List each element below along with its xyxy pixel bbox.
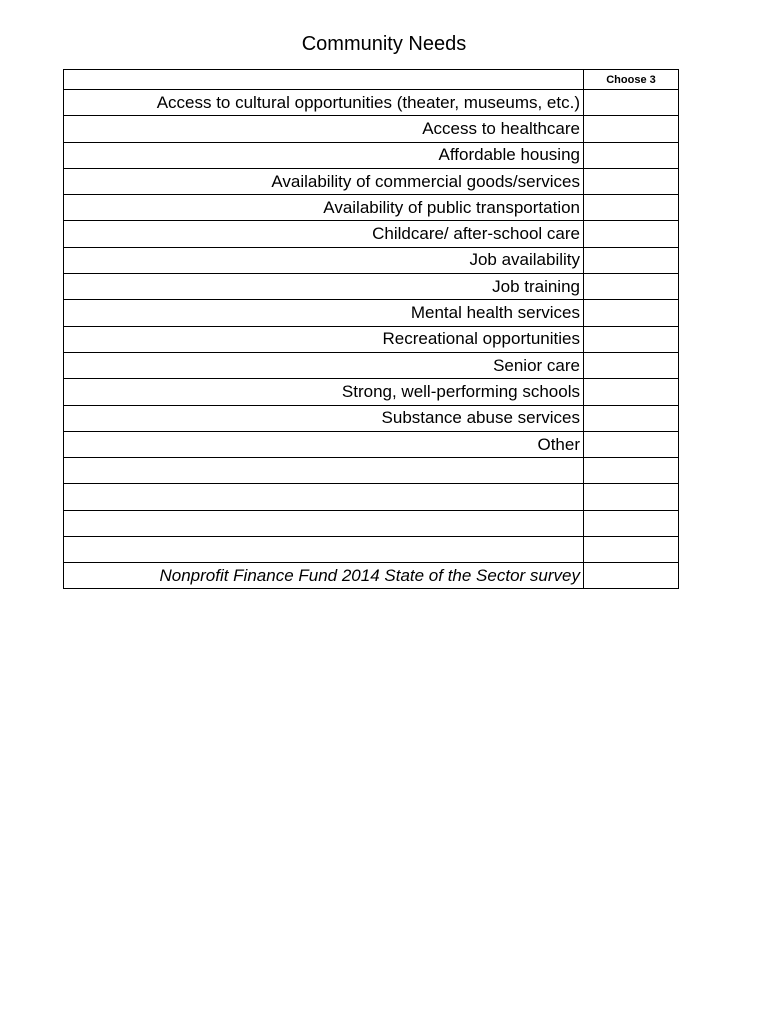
table-row xyxy=(64,405,679,431)
header-label-cell xyxy=(64,70,584,90)
need-label-cell: Senior care xyxy=(64,352,584,378)
table-row xyxy=(64,300,679,326)
table-row xyxy=(64,431,679,457)
table-row xyxy=(64,326,679,352)
choice-cell[interactable] xyxy=(584,352,679,378)
choice-cell[interactable] xyxy=(584,326,679,352)
choice-cell[interactable] xyxy=(584,168,679,194)
choose-3-header: Choose 3 xyxy=(584,70,679,90)
table-row xyxy=(64,116,679,142)
choice-cell[interactable] xyxy=(584,563,679,589)
need-label-cell: Access to cultural opportunities (theater, museums, etc.) xyxy=(64,90,584,116)
need-label-cell: Childcare/ after-school care xyxy=(64,221,584,247)
table-row xyxy=(64,168,679,194)
table-row xyxy=(64,142,679,168)
source-note-row xyxy=(64,563,679,589)
need-label-cell: Strong, well-performing schools xyxy=(64,379,584,405)
need-label-cell: Substance abuse services xyxy=(64,405,584,431)
table-header-row xyxy=(64,70,679,90)
page-title: Community Needs xyxy=(301,33,467,55)
choice-cell[interactable] xyxy=(584,274,679,300)
choice-cell[interactable] xyxy=(584,90,679,116)
choice-cell[interactable] xyxy=(584,300,679,326)
choice-cell[interactable] xyxy=(584,484,679,510)
table-row xyxy=(64,274,679,300)
table-row xyxy=(64,537,679,563)
choice-cell[interactable] xyxy=(584,221,679,247)
table-row xyxy=(64,484,679,510)
choice-cell[interactable] xyxy=(584,510,679,536)
table-row xyxy=(64,221,679,247)
choice-cell[interactable] xyxy=(584,142,679,168)
need-label-cell: Other xyxy=(64,431,584,457)
need-label-cell: Job availability xyxy=(64,247,584,273)
table-row xyxy=(64,90,679,116)
need-label-cell: Recreational opportunities xyxy=(64,326,584,352)
choice-cell[interactable] xyxy=(584,458,679,484)
need-label-cell xyxy=(64,484,584,510)
table-row xyxy=(64,247,679,273)
need-label-cell xyxy=(64,510,584,536)
choice-cell[interactable] xyxy=(584,379,679,405)
table-row xyxy=(64,195,679,221)
table-row xyxy=(64,458,679,484)
need-label-cell: Affordable housing xyxy=(64,142,584,168)
choice-cell[interactable] xyxy=(584,195,679,221)
source-note: Nonprofit Finance Fund 2014 State of the Sector survey xyxy=(64,563,584,589)
need-label-cell: Availability of public transportation xyxy=(64,195,584,221)
need-label-cell xyxy=(64,537,584,563)
choice-cell[interactable] xyxy=(584,537,679,563)
choice-cell[interactable] xyxy=(584,247,679,273)
community-needs-table xyxy=(63,69,679,589)
table-row xyxy=(64,352,679,378)
choice-cell[interactable] xyxy=(584,405,679,431)
need-label-cell: Mental health services xyxy=(64,300,584,326)
table-row xyxy=(64,510,679,536)
need-label-cell: Job training xyxy=(64,274,584,300)
choice-cell[interactable] xyxy=(584,431,679,457)
need-label-cell xyxy=(64,458,584,484)
choice-cell[interactable] xyxy=(584,116,679,142)
need-label-cell: Availability of commercial goods/services xyxy=(64,168,584,194)
table-row xyxy=(64,379,679,405)
need-label-cell: Access to healthcare xyxy=(64,116,584,142)
